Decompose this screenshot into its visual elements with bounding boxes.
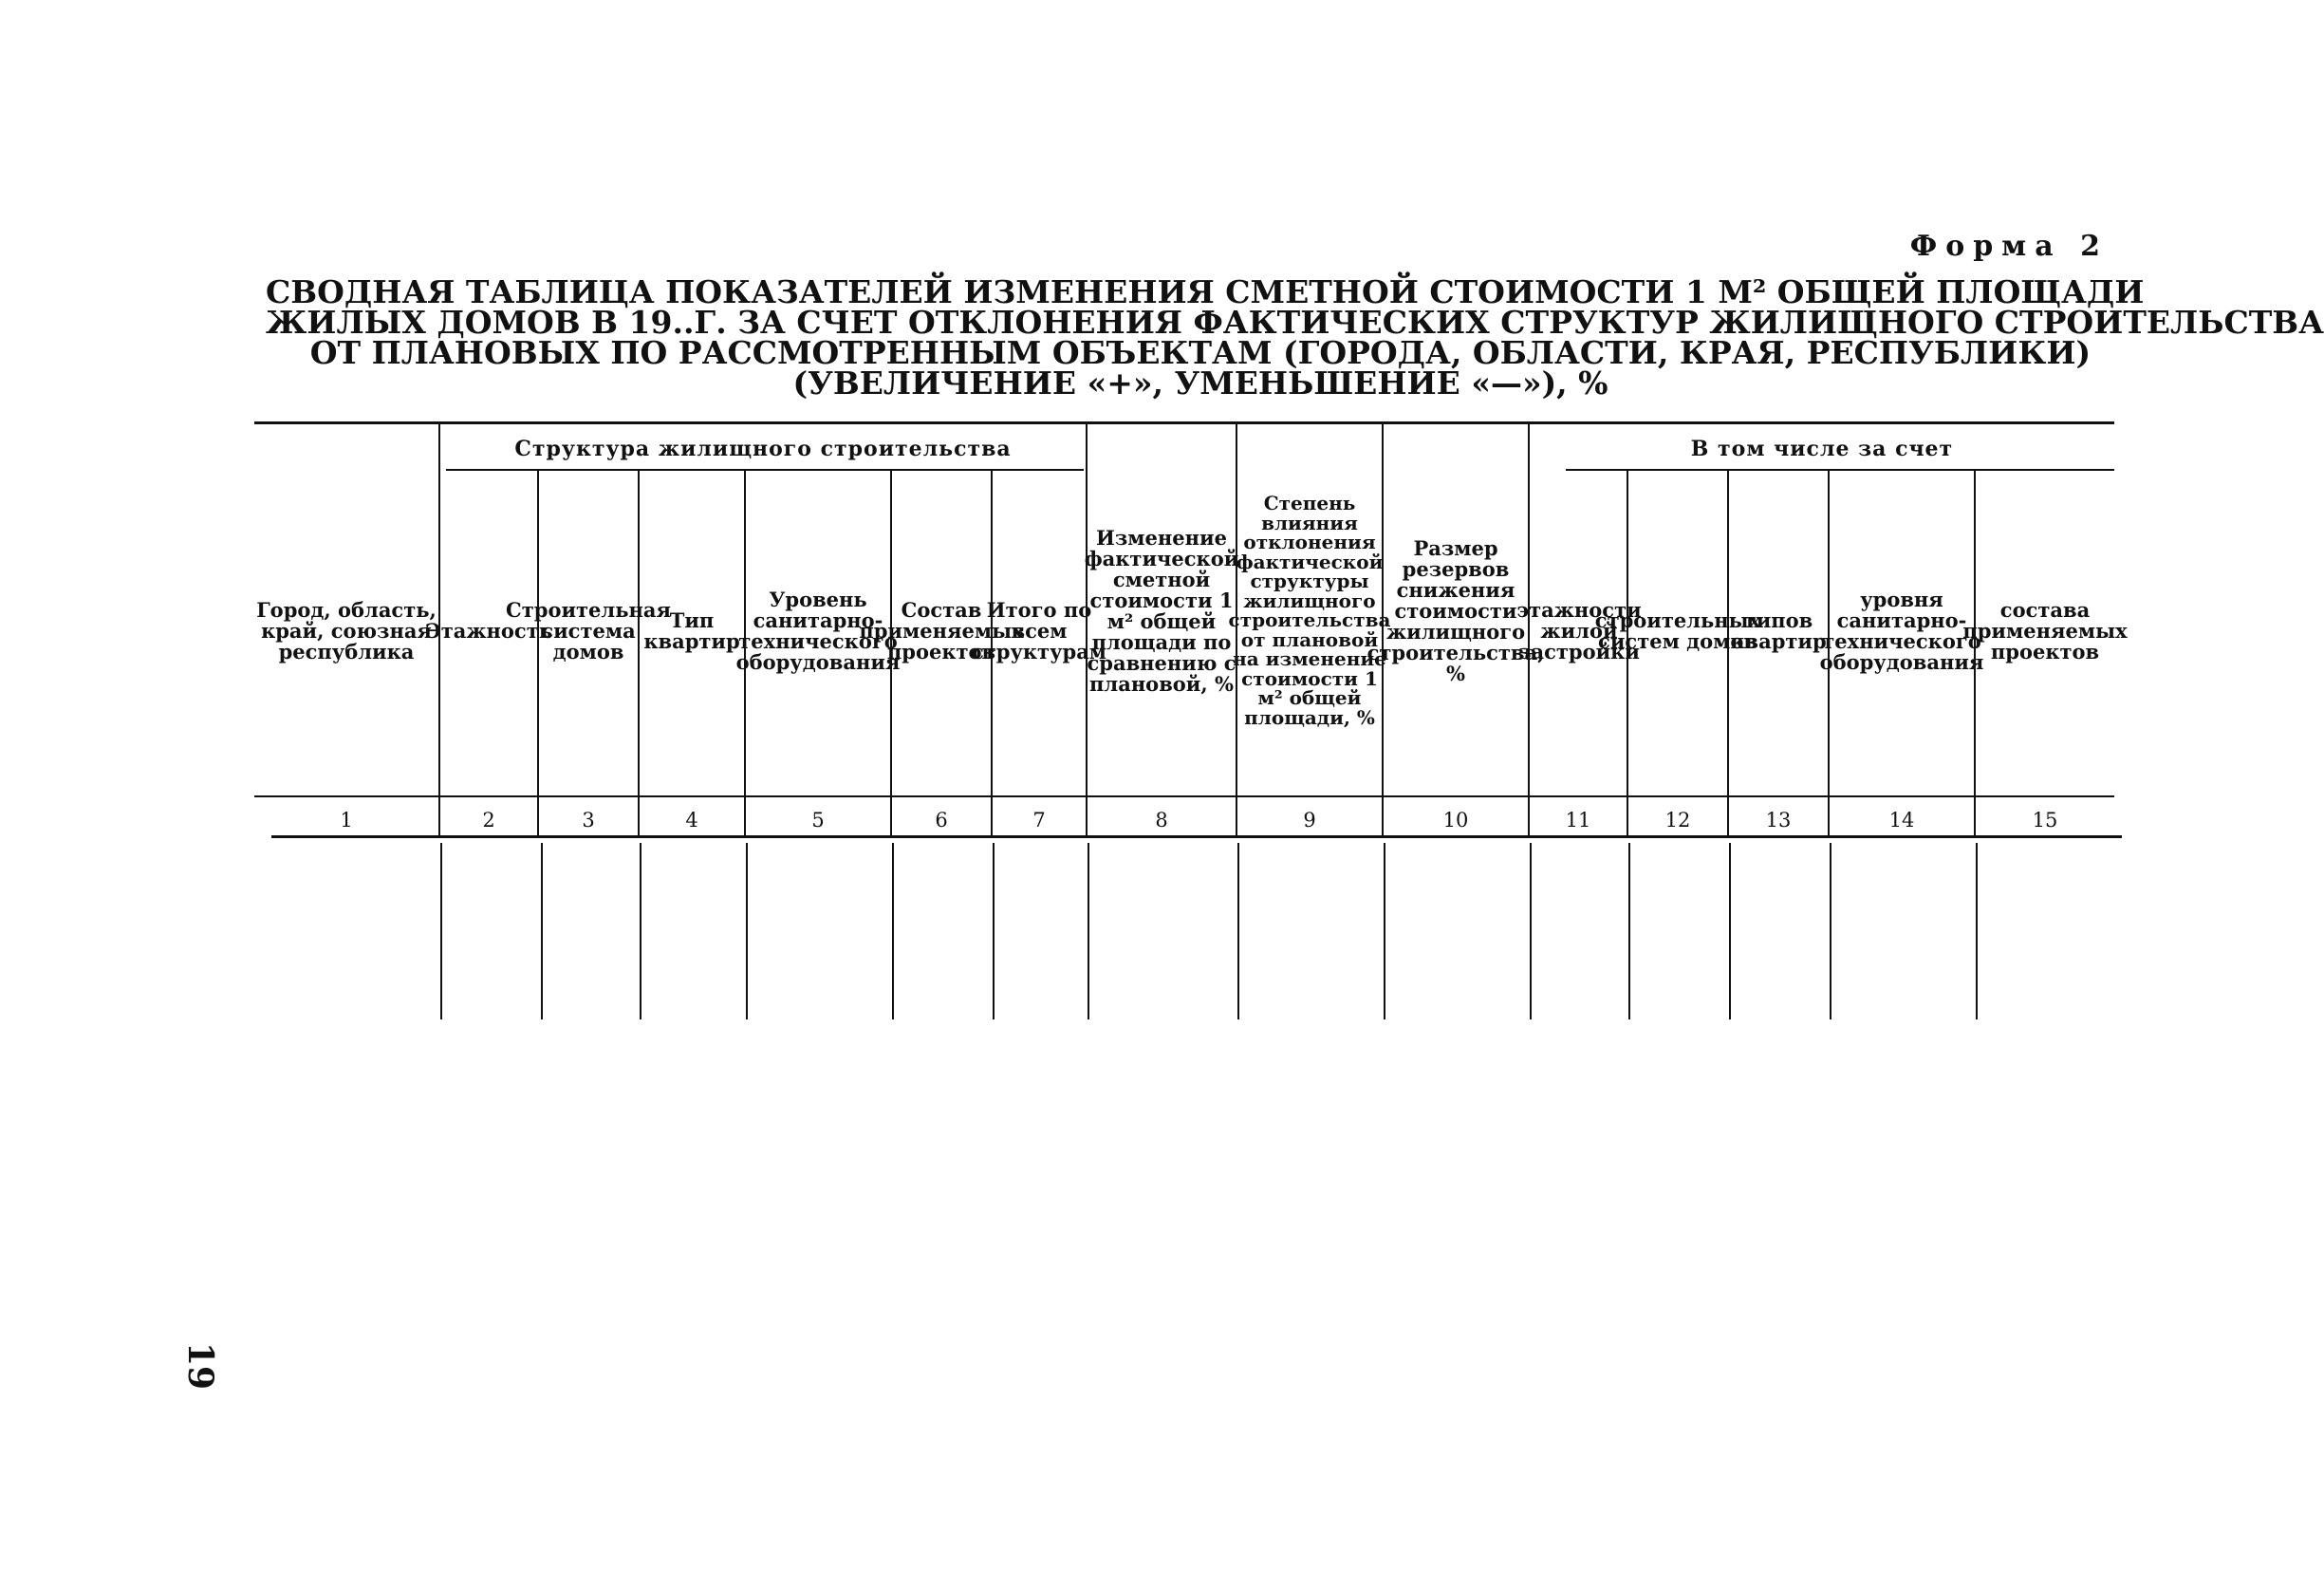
column-number: 6 (935, 809, 948, 832)
group-header-including: В том числе за счет (1690, 437, 1954, 461)
column-number: 2 (482, 809, 495, 832)
body-column-divider (640, 843, 641, 1019)
number-row-bottom-rule (271, 835, 2122, 838)
header-cell-total-structures: Итого по всем структурам (971, 598, 1107, 664)
header-cell-building-systems: строительных систем домов (1594, 608, 1761, 653)
body-column-divider (1530, 843, 1532, 1019)
column-number: 3 (582, 809, 595, 832)
column-number: 11 (1565, 809, 1591, 832)
header-cell-apartment-type: Тип квартир (643, 608, 740, 653)
body-column-divider (1088, 843, 1089, 1019)
header-cell-cost-change: Изменение фактической сметной стоимости 1 м² общей площади по сравнению с плановой, % (1084, 526, 1239, 696)
column-number: 15 (2032, 809, 2058, 832)
column-number: 14 (1888, 809, 1915, 832)
column-number: 10 (1442, 809, 1469, 832)
column-number: 13 (1765, 809, 1792, 832)
group-underline-including (1566, 469, 2114, 471)
group-underline-structure (446, 469, 1084, 471)
body-column-divider (1384, 843, 1385, 1019)
body-column-divider (1237, 843, 1239, 1019)
header-cell-sanitary-equipment: уровня санитарно-технического оборудования (1819, 588, 1984, 674)
header-cell-region: Город, область, край, союзная республика (256, 598, 437, 664)
group-header-structure: Структура жилищного строительства (514, 437, 1012, 461)
body-column-divider (993, 843, 995, 1019)
page-number: 19 (180, 1341, 221, 1391)
header-cell-influence-degree: Степень влияния отклонения фактической структуры жилищного строительства от плановой на изменение стоимости 1 м² общей площади, % (1228, 492, 1391, 729)
header-cell-building-system: Строительная система домов (506, 598, 671, 664)
body-column-divider (440, 843, 442, 1019)
title-line: ОТ ПЛАНОВЫХ ПО РАССМОТРЕННЫМ ОБЪЕКТАМ (ГОРОДА, ОБЛАСТИ, КРАЯ, РЕСПУБЛИКИ) (309, 334, 2092, 371)
column-number: 1 (340, 809, 353, 832)
header-cell-project-composition: Состав применяемых проектов (859, 598, 1024, 664)
column-number: 5 (811, 809, 825, 832)
body-column-divider (892, 843, 894, 1019)
body-column-divider (541, 843, 543, 1019)
header-cell-floors: Этажность (425, 619, 552, 643)
table-title (266, 273, 2324, 402)
header-cell-projects-composition: состава применяемых проектов (1962, 598, 2128, 664)
column-number: 4 (685, 809, 698, 832)
body-column-divider (1830, 843, 1831, 1019)
column-number: 7 (1032, 809, 1046, 832)
title-line: СВОДНАЯ ТАБЛИЦА ПОКАЗАТЕЛЕЙ ИЗМЕНЕНИЯ СМЕТНОЙ СТОИМОСТИ 1 М² ОБЩЕЙ ПЛОЩАДИ (266, 273, 2145, 310)
table-top-rule (254, 421, 2114, 424)
header-cell-floors-development: этажности жилой застройки (1516, 598, 1642, 664)
body-column-divider (1976, 843, 1978, 1019)
body-column-divider (1628, 843, 1630, 1019)
title-line: (УВЕЛИЧЕНИЕ «+», УМЕНЬШЕНИЕ «—»), % (792, 364, 1608, 402)
body-column-divider (1729, 843, 1731, 1019)
body-column-divider (746, 843, 748, 1019)
column-number: 8 (1155, 809, 1168, 832)
column-divider (1727, 471, 1729, 835)
header-bottom-rule (254, 795, 2114, 797)
header-cell-apartment-types: типов квартир (1730, 608, 1827, 653)
title-line: ЖИЛЫХ ДОМОВ В 19..Г. ЗА СЧЕТ ОТКЛОНЕНИЯ ФАКТИЧЕСКИХ СТРУКТУР ЖИЛИЩНОГО СТРОИТЕЛЬСТВА (266, 304, 2324, 341)
header-cell-sanitary-level: Уровень санитарно-технического оборудования (735, 588, 901, 674)
column-number: 9 (1303, 809, 1316, 832)
header-cell-reserves-size: Размер резервов снижения стоимости жилищного строительства, % (1367, 536, 1545, 685)
form-label: Форма 2 (1909, 230, 2109, 263)
column-number: 12 (1664, 809, 1691, 832)
